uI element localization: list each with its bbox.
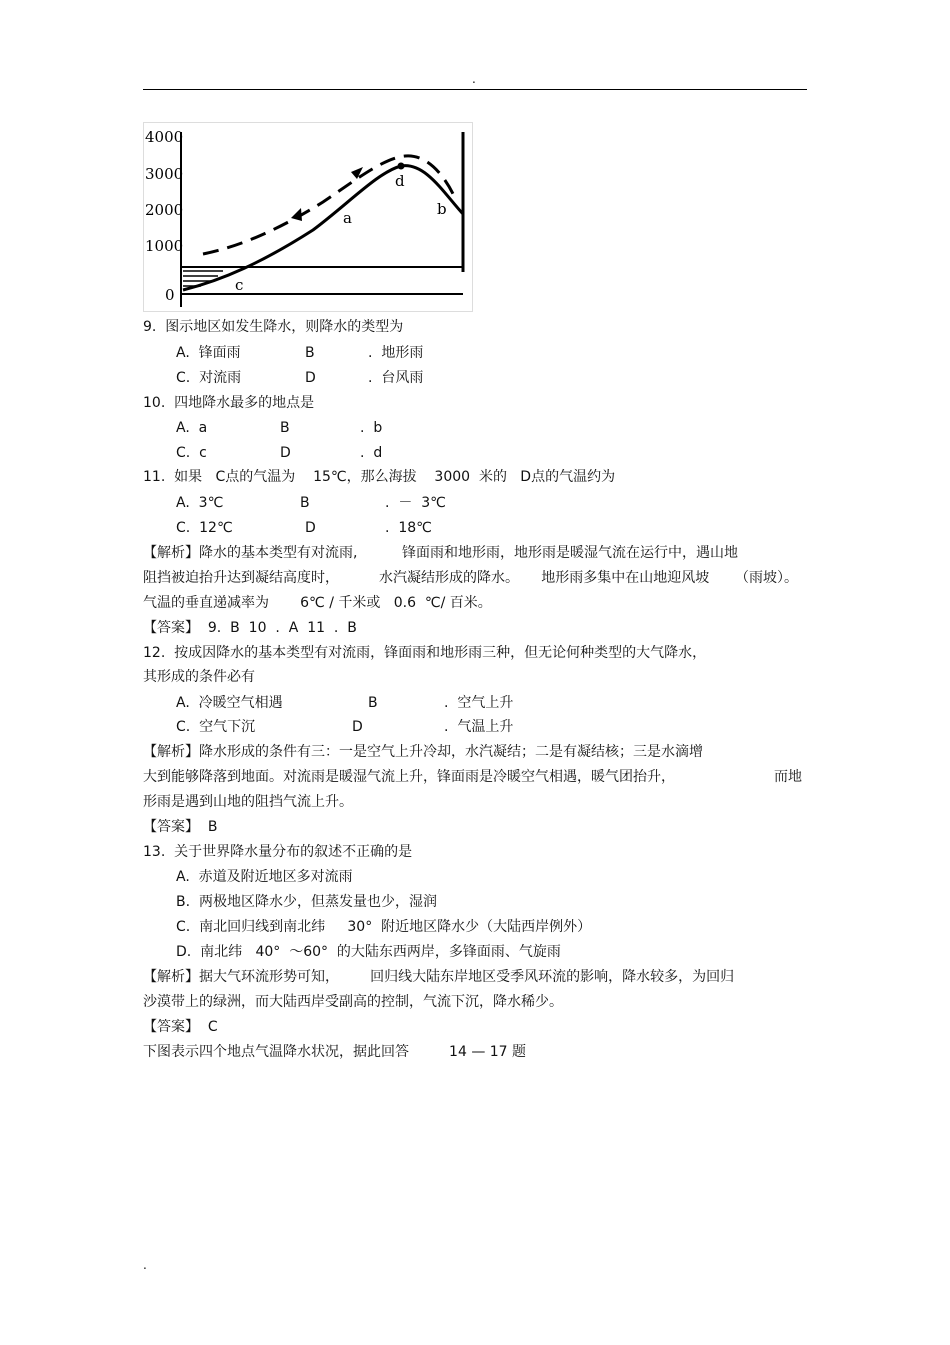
- analysis1-line2-right: （雨坡）。: [735, 570, 798, 586]
- point-c-label: c: [235, 276, 244, 294]
- header-rule: [143, 89, 807, 90]
- point-a-label: a: [343, 209, 352, 227]
- q11-option-d-text: . 18℃: [385, 520, 432, 536]
- q9-option-b-letter: B: [305, 345, 315, 361]
- analysis2-line1: 【解析】降水形成的条件有三：一是空气上升冷却，水汽凝结；二是有凝结核；三是水滴增: [143, 744, 703, 760]
- analysis3-line1: 【解析】据大气环流形势可知， 回归线大陆东岸地区受季风环流的影响，降水较多，为回归: [143, 969, 735, 985]
- point-d-marker: [398, 163, 405, 170]
- terrain-airflow-figure: [143, 122, 473, 312]
- y-tick-1000: 1000: [145, 237, 184, 255]
- q11-option-a: A. 3℃: [176, 495, 224, 511]
- point-b-label: b: [437, 200, 447, 218]
- analysis1-line3: 气温的垂直递减率为 6℃ / 千米或 0.6 ℃/ 百米。: [143, 595, 492, 611]
- q9-option-a: A. 锋面雨: [176, 345, 241, 361]
- q13-option-c: C. 南北回归线到南北纬 30° 附近地区降水少（大陆西岸例外）: [176, 919, 592, 935]
- q11-option-b-text: . － 3℃: [385, 495, 446, 511]
- analysis1-line2: 阻挡被迫抬升达到凝结高度时， 水汽凝结形成的降水。 地形雨多集中在山地迎风坡: [143, 570, 710, 586]
- q9-option-b-text: . 地形雨: [368, 345, 424, 361]
- mountain-profile: [183, 166, 463, 290]
- q11-option-c: C. 12℃: [176, 520, 233, 536]
- analysis1-line1: 【解析】降水的基本类型有对流雨, 锋面雨和地形雨，地形雨是暖湿气流在运行中，遇山地: [143, 545, 738, 561]
- q9-option-d-text: . 台风雨: [368, 370, 424, 386]
- q12-line1: 12. 按成因降水的基本类型有对流雨，锋面雨和地形雨三种，但无论何种类型的大气降水，: [143, 645, 707, 661]
- q13-option-d: D. 南北纬 40° ～60° 的大陆东西两岸，多锋面雨、气旋雨: [176, 944, 561, 960]
- header-dot: .: [472, 72, 476, 86]
- q11-stem: 11. 如果 C点的气温为 15℃，那么海拔 3000 米的 D点的气温约为: [143, 469, 616, 485]
- y-tick-4000: 4000: [145, 128, 184, 146]
- q12-line2: 其形成的条件必有: [143, 669, 255, 685]
- q13-stem: 13. 关于世界降水量分布的叙述不正确的是: [143, 844, 413, 860]
- answer2: 【答案】 B: [143, 819, 218, 835]
- analysis2-line2-right: 而地: [774, 769, 802, 785]
- point-d-label: d: [395, 172, 405, 190]
- q12-option-c: C. 空气下沉: [176, 719, 256, 735]
- analysis2-line3: 形雨是遇到山地的阻挡气流上升。: [143, 794, 353, 810]
- q9-option-c: C. 对流雨: [176, 370, 242, 386]
- q12-option-d-letter: D: [352, 719, 363, 735]
- y-tick-2000: 2000: [145, 201, 184, 219]
- answer1: 【答案】 9. B 10 . A 11 . B: [143, 620, 357, 636]
- airflow-arrow-1: [291, 208, 302, 221]
- q13-option-a: A. 赤道及附近地区多对流雨: [176, 869, 353, 885]
- q11-option-b-letter: B: [300, 495, 310, 511]
- q9-stem: 9. 图示地区如发生降水，则降水的类型为: [143, 319, 404, 335]
- q10-option-c: C. c: [176, 445, 207, 461]
- q10-option-b-letter: B: [280, 420, 290, 436]
- q10-stem: 10. 四地降水最多的地点是: [143, 395, 315, 411]
- analysis3-line2: 沙漠带上的绿洲，而大陆西岸受副高的控制，气流下沉，降水稀少。: [143, 994, 563, 1010]
- q10-option-d-letter: D: [280, 445, 291, 461]
- q10-option-a: A. a: [176, 420, 208, 436]
- q12-option-b-text: . 空气上升: [444, 695, 514, 711]
- analysis2-line2: 大到能够降落到地面。对流雨是暖湿气流上升，锋面雨是冷暖空气相遇，暖气团抬升，: [143, 769, 675, 785]
- q9-option-d-letter: D: [305, 370, 316, 386]
- answer3: 【答案】 C: [143, 1019, 218, 1035]
- intro-next-figure: 下图表示四个地点气温降水状况，据此回答 14 — 17 题: [143, 1044, 527, 1060]
- figure-frame: [144, 123, 473, 312]
- q12-option-a: A. 冷暖空气相遇: [176, 695, 283, 711]
- footer-dot: .: [143, 1258, 147, 1272]
- q10-option-d-text: . d: [360, 445, 383, 461]
- q12-option-d-text: . 气温上升: [444, 719, 514, 735]
- q10-option-b-text: . b: [360, 420, 383, 436]
- y-tick-3000: 3000: [145, 165, 184, 183]
- y-tick-0: 0: [165, 286, 175, 304]
- q12-option-b-letter: B: [368, 695, 378, 711]
- q13-option-b: B. 两极地区降水少，但蒸发量也少，湿润: [176, 894, 437, 910]
- airflow-path: [203, 156, 455, 254]
- q11-option-d-letter: D: [305, 520, 316, 536]
